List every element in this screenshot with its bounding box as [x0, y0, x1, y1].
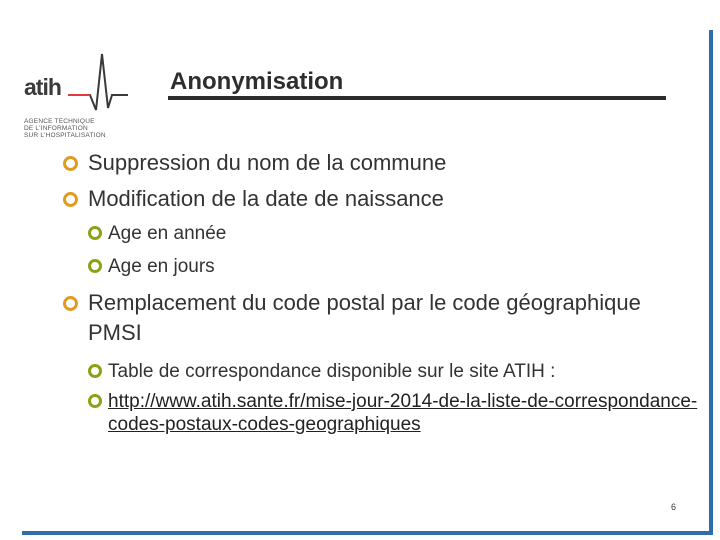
- green-bullet-icon: [88, 364, 102, 378]
- bottom-border-bar: [22, 531, 713, 535]
- green-bullet-icon: [88, 394, 102, 408]
- sub-bullet-item: [60, 390, 700, 436]
- right-border-bar: [709, 30, 713, 535]
- logo-subtitle-line: AGENCE TECHNIQUE: [24, 118, 95, 125]
- title-underline: [168, 96, 666, 100]
- correspondance-link[interactable]: http://www.atih.sante.fr/mise-jour-2014-de-la-liste-de-correspondance-codes-postaux-codes-geographiques: [108, 391, 698, 435]
- bullet-text: Suppression du nom de la commune: [88, 150, 447, 175]
- orange-bullet-icon: [63, 156, 78, 171]
- atih-logo: [20, 50, 132, 140]
- logo-subtitle: [24, 118, 120, 139]
- green-bullet-icon: [88, 226, 102, 240]
- slide-title: Anonymisation: [170, 68, 344, 95]
- orange-bullet-icon: [63, 296, 78, 311]
- bullet-item: [60, 148, 700, 178]
- logo-subtitle-line: SUR L'HOSPITALISATION: [24, 132, 106, 139]
- sub-bullet-item: [60, 255, 700, 278]
- bullet-item: [60, 184, 700, 214]
- orange-bullet-icon: [63, 192, 78, 207]
- bullet-text: Modification de la date de naissance: [88, 186, 444, 211]
- green-bullet-icon: [88, 259, 102, 273]
- sub-bullet-text: Table de correspondance disponible sur le site ATIH :: [108, 361, 556, 382]
- bullet-text: Remplacement du code postal par le code géographique PMSI: [88, 290, 641, 345]
- bullet-item: [60, 288, 700, 348]
- sub-bullet-text: Age en jours: [108, 256, 215, 277]
- sub-bullet-item: [60, 360, 700, 383]
- sub-bullet-item: [60, 222, 700, 245]
- page-number: 6: [671, 502, 677, 512]
- logo-subtitle-line: DE L'INFORMATION: [24, 125, 88, 132]
- logo-wordmark: atih: [24, 74, 61, 100]
- bullet-list: [60, 148, 700, 436]
- sub-bullet-text: Age en année: [108, 223, 227, 244]
